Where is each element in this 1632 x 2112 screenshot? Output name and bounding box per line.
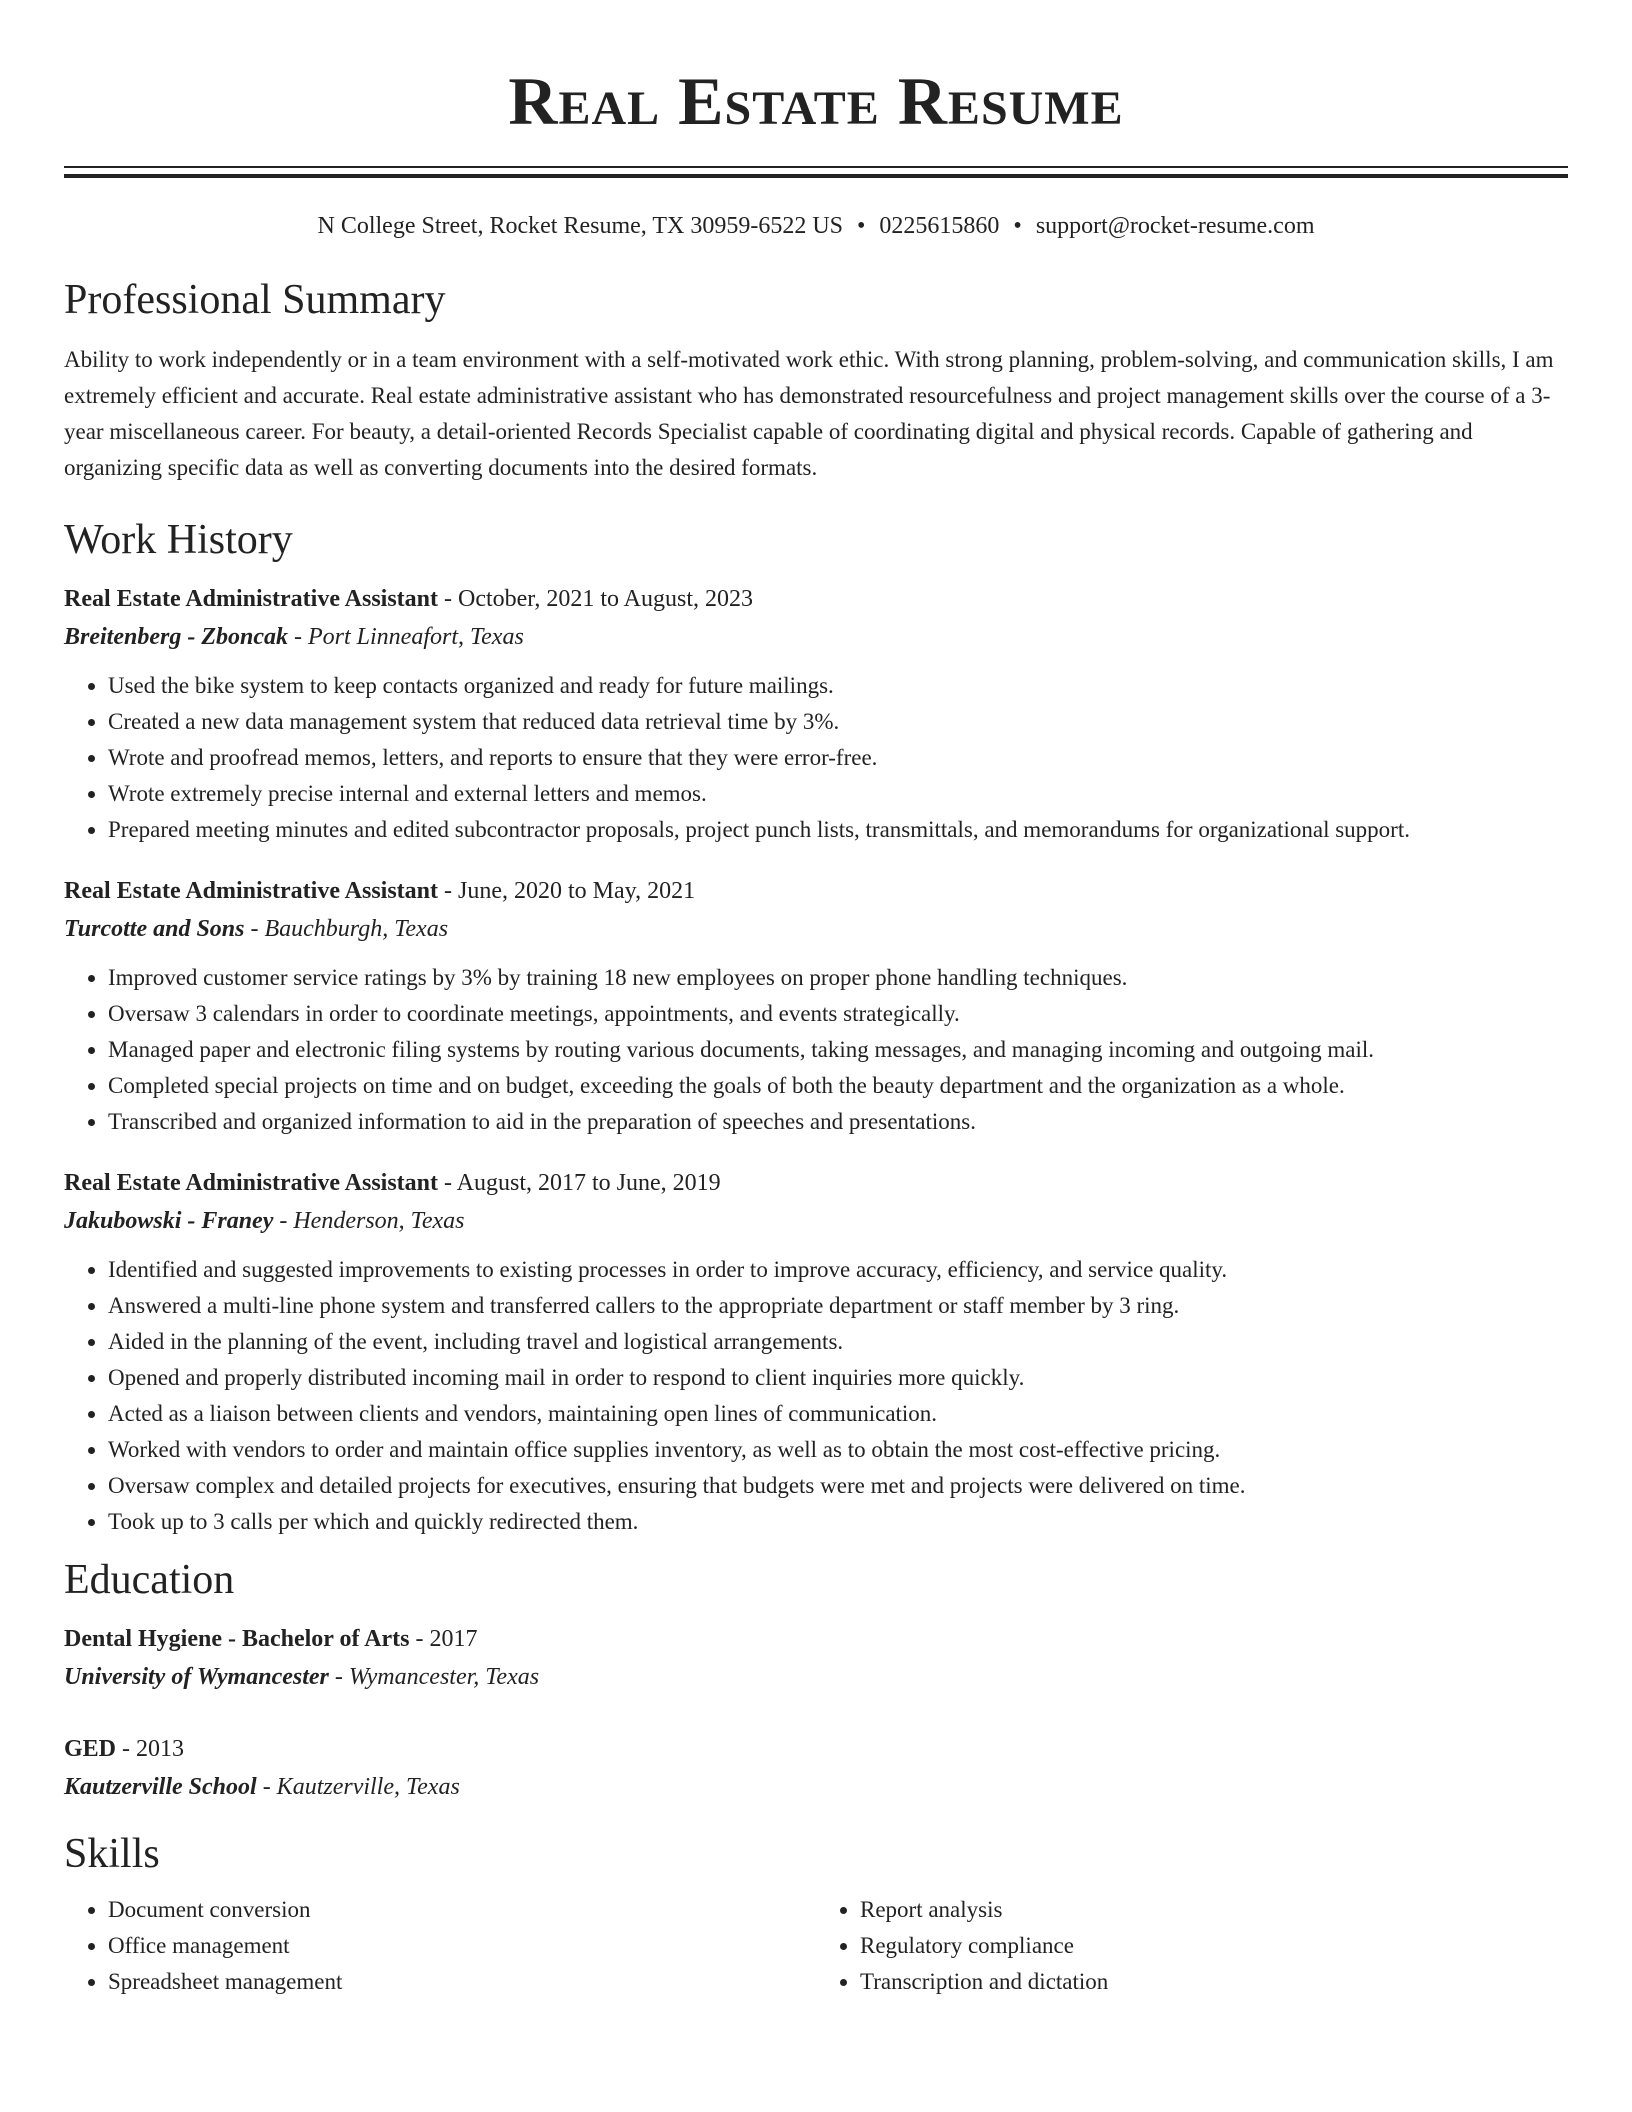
job-bullet: • Managed paper and electronic filing systems by routing various documents, taking messages, and managing incoming and outgoing mail. — [108, 1032, 1568, 1068]
resume-title: Real Estate Resume — [508, 63, 1124, 139]
school-location: - Wymancester, Texas — [328, 1664, 540, 1690]
job-entry — [64, 872, 1568, 1140]
job-company: Breitenberg - Zboncak — [64, 624, 288, 650]
job-title-line — [64, 1164, 1568, 1202]
school-location: - Kautzerville, Texas — [256, 1774, 460, 1800]
job-dates: - October, 2021 to August, 2023 — [438, 586, 754, 612]
job-bullet: • Created a new data management system that reduced data retrieval time by 3%. — [108, 704, 1568, 740]
skill-item: • Document conversion — [108, 1892, 816, 1928]
education-heading: Education — [64, 1557, 235, 1603]
job-bullet: • Opened and properly distributed incoming mail in order to respond to client inquiries more quickly. — [108, 1360, 1568, 1396]
job-bullet: • Completed special projects on time and on budget, exceeding the goals of both the beauty department and the organization as a whole. — [108, 1068, 1568, 1104]
degree-line — [64, 1730, 1568, 1768]
job-title-line — [64, 580, 1568, 618]
contact-separator: • — [1013, 213, 1022, 239]
school-name: University of Wymancester — [64, 1664, 329, 1690]
skills-section — [64, 1828, 1568, 2000]
skill-item: • Report analysis — [860, 1892, 1568, 1928]
job-bullet: • Identified and suggested improvements to existing processes in order to improve accuracy, efficiency, and service quality. — [108, 1252, 1568, 1288]
job-title: Real Estate Administrative Assistant — [64, 586, 438, 612]
education-entry — [64, 1620, 1568, 1696]
skill-item: • Regulatory compliance — [860, 1928, 1568, 1964]
job-location: - Henderson, Texas — [273, 1208, 465, 1234]
job-bullet: • Oversaw 3 calendars in order to coordinate meetings, appointments, and events strategically. — [108, 996, 1568, 1032]
job-company: Turcotte and Sons — [64, 916, 245, 942]
job-entry — [64, 1164, 1568, 1540]
contact-email: support@rocket-resume.com — [1035, 213, 1315, 239]
title-divider-thick — [64, 174, 1568, 178]
skill-item: • Transcription and dictation — [860, 1964, 1568, 2000]
degree: Dental Hygiene - Bachelor of Arts — [64, 1626, 410, 1652]
job-bullet: • Took up to 3 calls per which and quickly redirected them. — [108, 1504, 1568, 1540]
contact-line — [64, 210, 1568, 242]
school-line — [64, 1768, 1568, 1806]
job-bullets — [64, 1252, 1568, 1540]
contact-separator: • — [857, 213, 866, 239]
degree-year: - 2017 — [409, 1626, 478, 1652]
skill-item: • Spreadsheet management — [108, 1964, 816, 2000]
degree: GED — [64, 1736, 117, 1762]
job-bullet: • Worked with vendors to order and maintain office supplies inventory, as well as to obtain the most cost-effective pricing. — [108, 1432, 1568, 1468]
job-bullet: • Answered a multi-line phone system and transferred callers to the appropriate department or staff member by 3 ring. — [108, 1288, 1568, 1324]
job-bullet: • Transcribed and organized information to aid in the preparation of speeches and presentations. — [108, 1104, 1568, 1140]
skills-heading: Skills — [64, 1831, 160, 1877]
job-location: - Bauchburgh, Texas — [244, 916, 449, 942]
job-bullet: • Acted as a liaison between clients and vendors, maintaining open lines of communication. — [108, 1396, 1568, 1432]
job-dates: - June, 2020 to May, 2021 — [438, 878, 696, 904]
education-entry — [64, 1730, 1568, 1806]
summary-heading: Professional Summary — [64, 277, 446, 323]
job-bullets — [64, 960, 1568, 1140]
school-name: Kautzerville School — [64, 1774, 257, 1800]
degree-year: - 2013 — [116, 1736, 185, 1762]
skills-column-right — [816, 1892, 1568, 2000]
work-history-section — [64, 514, 1568, 1540]
job-title: Real Estate Administrative Assistant — [64, 878, 438, 904]
school-line — [64, 1658, 1568, 1696]
job-company-line — [64, 618, 1568, 656]
summary-text: Ability to work independently or in a team environment with a self-motivated work ethic. With strong planning, problem-solving, and communication skills, I am extremely efficient and accurate. Real estate administrative assistant who has demonstrated resourcefulness and project management skills over the course of a 3-year miscellaneous career. For beauty, a detail-oriented Records Specialist capable of coordinating digital and physical records. Capable of gathering and organizing specific data as well as converting documents into the desired formats. — [64, 347, 1554, 480]
title-divider-thin — [64, 166, 1568, 168]
job-title-line — [64, 872, 1568, 910]
contact-address: N College Street, Rocket Resume, TX 30959-6522 US — [317, 213, 843, 239]
job-bullet: • Wrote and proofread memos, letters, and reports to ensure that they were error-free. — [108, 740, 1568, 776]
job-bullet: • Wrote extremely precise internal and external letters and memos. — [108, 776, 1568, 812]
job-location: - Port Linneafort, Texas — [287, 624, 524, 650]
job-company: Jakubowski - Franey — [64, 1208, 274, 1234]
job-company-line — [64, 1202, 1568, 1240]
job-bullet: • Aided in the planning of the event, including travel and logistical arrangements. — [108, 1324, 1568, 1360]
job-company-line — [64, 910, 1568, 948]
summary-section — [64, 274, 1568, 486]
job-bullet: • Oversaw complex and detailed projects for executives, ensuring that budgets were met and projects were delivered on time. — [108, 1468, 1568, 1504]
job-bullet: • Prepared meeting minutes and edited subcontractor proposals, project punch lists, transmittals, and memorandums for organizational support. — [108, 812, 1568, 848]
work-history-heading: Work History — [64, 517, 293, 563]
degree-line — [64, 1620, 1568, 1658]
job-bullet: • Improved customer service ratings by 3% by training 18 new employees on proper phone handling techniques. — [108, 960, 1568, 996]
contact-phone: 0225615860 — [879, 213, 1000, 239]
education-section — [64, 1554, 1568, 1806]
job-bullets — [64, 668, 1568, 848]
job-entry — [64, 580, 1568, 848]
skill-item: • Office management — [108, 1928, 816, 1964]
skills-column-left — [64, 1892, 816, 2000]
skills-grid — [64, 1892, 1568, 2000]
job-bullet: • Used the bike system to keep contacts organized and ready for future mailings. — [108, 668, 1568, 704]
job-title: Real Estate Administrative Assistant — [64, 1170, 438, 1196]
job-dates: - August, 2017 to June, 2019 — [438, 1170, 721, 1196]
